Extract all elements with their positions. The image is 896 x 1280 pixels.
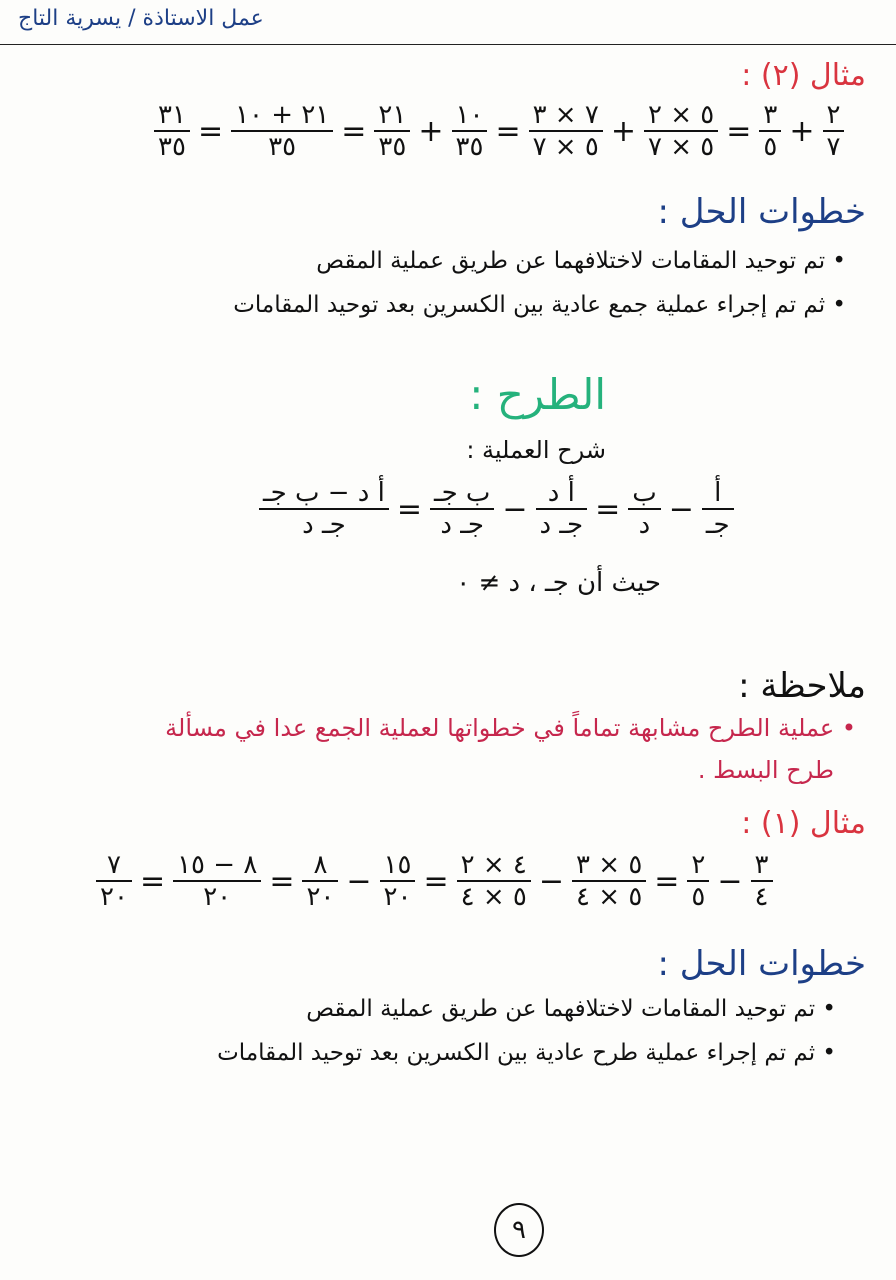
numerator: ٢١	[378, 100, 407, 130]
denominator: جـ	[705, 510, 730, 540]
denominator: ٣٥	[158, 132, 186, 162]
subtraction-equation	[255, 478, 738, 540]
fraction	[751, 850, 773, 912]
example-1-title: مثال (١) :	[741, 806, 866, 841]
denominator: جـ د	[302, 510, 346, 540]
denominator: ٥ × ٤	[460, 882, 527, 912]
fraction	[96, 850, 132, 912]
example-1-steps-title: خطوات الحل :	[657, 944, 866, 984]
fraction	[702, 478, 734, 540]
operator: =	[495, 113, 521, 149]
numerator: ٧ × ٣	[532, 100, 599, 130]
note-title: ملاحظة :	[738, 666, 866, 706]
denominator: جـ د	[440, 510, 484, 540]
operator: −	[717, 863, 743, 899]
numerator: أ	[714, 478, 722, 508]
fraction	[759, 100, 781, 162]
operator: +	[789, 113, 815, 149]
denominator: ٥ × ٤	[576, 882, 643, 912]
note-line-2: طرح البسط .	[697, 756, 834, 784]
numerator: ١٥	[383, 850, 412, 880]
operator: −	[346, 863, 372, 899]
denominator: ٥	[691, 882, 706, 912]
numerator: ٣	[763, 100, 778, 130]
operator: =	[726, 113, 752, 149]
fraction	[154, 100, 190, 162]
numerator: ب جـ	[433, 478, 491, 508]
denominator: ٣٥	[455, 132, 484, 162]
fraction	[529, 100, 603, 162]
operator: =	[396, 491, 422, 527]
numerator: ٥ × ٣	[576, 850, 643, 880]
example-2-title: مثال (٢) :	[741, 58, 866, 93]
numerator: ٢١ + ١٠	[235, 100, 330, 130]
page-header	[0, 0, 896, 45]
fraction	[452, 100, 488, 162]
example-1-step-1: • تم توحيد المقامات لاختلافهما عن طريق عملية المقص	[306, 996, 836, 1022]
fraction	[374, 100, 410, 162]
numerator: ٥ × ٢	[647, 100, 715, 130]
numerator: ٣	[754, 850, 769, 880]
fraction	[823, 100, 845, 162]
numerator: ٨	[313, 850, 328, 880]
example-2-step-1: • تم توحيد المقامات لاختلافهما عن طريق عملية المقص	[316, 248, 846, 274]
operator: +	[610, 113, 636, 149]
denominator: ٧	[826, 132, 841, 162]
denominator: ٣٥	[378, 132, 407, 162]
example-1-equation	[92, 850, 777, 912]
fraction	[380, 850, 416, 912]
operator: +	[418, 113, 444, 149]
example-2-steps-title: خطوات الحل :	[657, 192, 866, 232]
operator: −	[668, 491, 694, 527]
note-line-1: • عملية الطرح مشابهة تماماً في خطواتها لعملية الجمع عدا في مسألة	[165, 714, 856, 742]
denominator: ٣٥	[268, 132, 297, 162]
operator: −	[538, 863, 565, 899]
operator: =	[197, 113, 224, 149]
operator: =	[269, 863, 295, 899]
example-2-equation	[150, 100, 848, 162]
numerator: أ د − ب جـ	[263, 478, 385, 508]
numerator: ١٠	[455, 100, 484, 130]
fraction	[644, 100, 718, 162]
fraction	[536, 478, 588, 540]
numerator: ٧	[106, 850, 121, 880]
denominator: ٢٠	[383, 882, 412, 912]
numerator: ٣١	[158, 100, 186, 130]
operator: =	[341, 113, 367, 149]
numerator: ٨ − ١٥	[177, 850, 258, 880]
condition-text: حيث أن جـ ، د ≠ ٠	[456, 568, 661, 598]
denominator: ٥ × ٧	[647, 132, 715, 162]
denominator: ٢٠	[100, 882, 128, 912]
operator: =	[654, 863, 680, 899]
numerator: ٢	[691, 850, 706, 880]
fraction	[231, 100, 333, 162]
fraction	[572, 850, 646, 912]
operator: −	[502, 491, 528, 527]
author-credit: عمل الاستاذة / يسرية التاج	[18, 6, 264, 31]
fraction	[430, 478, 494, 540]
denominator: ٥ × ٧	[532, 132, 599, 162]
fraction	[457, 850, 531, 912]
operator: =	[423, 863, 449, 899]
denominator: د	[638, 510, 651, 540]
fraction	[259, 478, 389, 540]
operator: =	[139, 863, 166, 899]
numerator: أ د	[547, 478, 575, 508]
fraction	[302, 850, 338, 912]
denominator: ٢٠	[203, 882, 232, 912]
example-2-step-2: • ثم تم إجراء عملية جمع عادية بين الكسرين بعد توحيد المقامات	[233, 292, 846, 318]
denominator: ٤	[754, 882, 769, 912]
explanation-title: شرح العملية :	[466, 436, 606, 464]
numerator: ٢	[826, 100, 841, 130]
subtraction-title: الطرح :	[469, 370, 606, 419]
denominator: جـ د	[539, 510, 584, 540]
example-1-step-2: • ثم تم إجراء عملية طرح عادية بين الكسرين بعد توحيد المقامات	[217, 1040, 836, 1066]
numerator: ب	[632, 478, 657, 508]
fraction	[173, 850, 261, 912]
page-number: ٩	[494, 1203, 544, 1257]
denominator: ٥	[763, 132, 778, 162]
denominator: ٢٠	[306, 882, 335, 912]
numerator: ٤ × ٢	[460, 850, 527, 880]
fraction	[687, 850, 709, 912]
fraction	[628, 478, 660, 540]
operator: =	[595, 491, 621, 527]
